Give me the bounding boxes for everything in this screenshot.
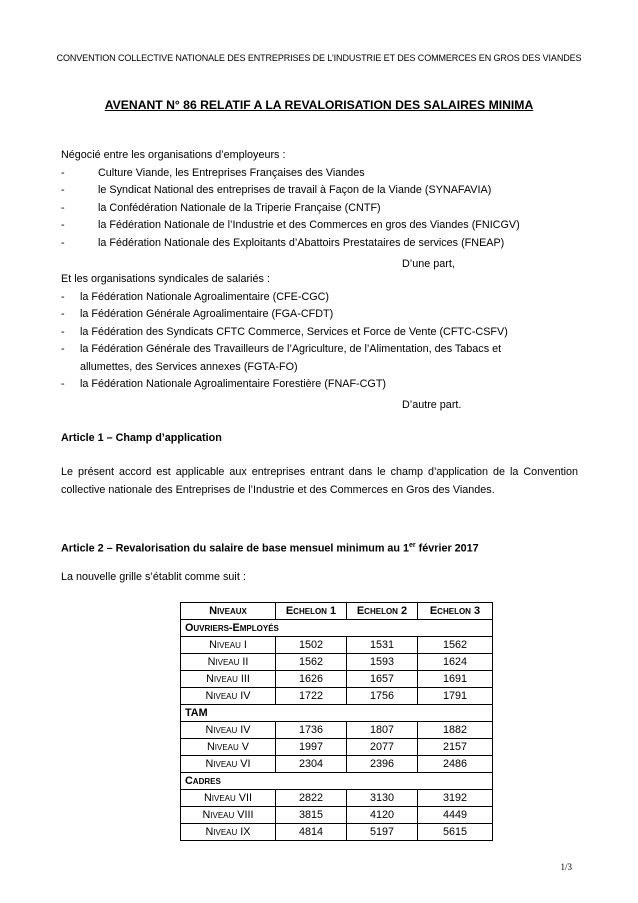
table-row [181,807,493,824]
table-header-row [181,603,493,620]
list-item: - la Fédération des Syndicats CFTC Commerce, Services et Force de Vente (CFTC-CSFV) [61,325,508,338]
page-header: CONVENTION COLLECTIVE NATIONALE DES ENTREPRISES DE L’INDUSTRIE ET DES COMMERCES EN GROS DES VIANDES [56,53,582,63]
salary-cell: 1624 [418,654,493,671]
section-label: Cadres [181,773,493,790]
table-row [181,824,493,841]
list-item: - le Syndicat National des entreprises de travail à Façon de la Viande (SYNAFAVIA) [61,184,492,196]
employers-closing: D’une part, [402,258,455,270]
salary-cell: 5615 [418,824,493,841]
salary-cell: 5197 [347,824,418,841]
salary-cell: 2157 [418,739,493,756]
table-row [181,739,493,756]
salary-cell: 2822 [276,790,347,807]
niveau-cell: Niveau I [181,637,276,654]
list-item: - Culture Viande, les Entreprises Françaises des Viandes [61,166,365,179]
niveau-cell: Niveau VIII [181,807,276,824]
header-echelon-1: Echelon 1 [276,603,347,620]
salary-cell: 1531 [347,637,418,654]
article1-body: Le présent accord est applicable aux entreprises entrant dans le champ d’application de la Convention collective nationale des Entreprises de l’Industrie et des Commerces en Gros des Viandes. [61,466,578,496]
salary-cell: 3815 [276,807,347,824]
salary-cell: 1502 [276,637,347,654]
list-item: - la Fédération Nationale de l’Industrie et des Commerces en gros des Viandes (FNICGV) [61,219,520,231]
niveau-cell: Niveau V [181,739,276,756]
list-item: - la Fédération Générale des Travailleurs de l’Agriculture, de l’Alimentation, des Tabacs et [61,343,502,355]
table-row [181,671,493,688]
document-title: AVENANT N° 86 RELATIF A LA REVALORISATION DES SALAIRES MINIMA [104,98,534,112]
salary-cell: 4449 [418,807,493,824]
article2-heading: Article 2 – Revalorisation du salaire de base mensuel minimum au 1er février 2017 [61,542,479,555]
salary-cell: 1807 [347,722,418,739]
salary-cell: 3130 [347,790,418,807]
table-row [181,790,493,807]
salary-cell: 1691 [418,671,493,688]
list-item: - la Fédération Nationale Agroalimentaire (CFE-CGC) [61,290,330,303]
article2-intro: La nouvelle grille s’établit comme suit : [61,571,246,583]
table-section-row [181,705,493,722]
section-label: Ouvriers-Employés [181,620,493,637]
salary-cell: 1736 [276,722,347,739]
table-row [181,688,493,705]
header-niveaux: Niveaux [181,603,276,620]
table-row [181,756,493,773]
niveau-cell: Niveau IV [181,722,276,739]
table-row [181,637,493,654]
salary-cell: 2486 [418,756,493,773]
header-echelon-2: Echelon 2 [347,603,418,620]
niveau-cell: Niveau II [181,654,276,671]
page-number: 1/3 [560,862,572,872]
table-row [181,654,493,671]
salary-cell: 1997 [276,739,347,756]
section-label: TAM [181,705,493,722]
salary-cell: 2304 [276,756,347,773]
salary-cell: 1722 [276,688,347,705]
niveau-cell: Niveau IV [181,688,276,705]
salary-cell: 1593 [347,654,418,671]
list-item-continuation: allumettes, des Services annexes (FGTA-FO) [80,360,298,373]
article1-heading: Article 1 – Champ d’application [61,432,222,444]
list-item: - la Fédération Nationale Agroalimentaire Forestière (FNAF-CGT) [61,378,387,390]
salary-cell: 1882 [418,722,493,739]
unions-section [61,271,578,394]
list-item: - la Fédération Nationale des Exploitants d’Abattoirs Prestataires de services (FNEAP) [61,236,505,249]
niveau-cell: Niveau III [181,671,276,688]
salary-cell: 2396 [347,756,418,773]
salary-cell: 1562 [418,637,493,654]
header-echelon-3: Echelon 3 [418,603,493,620]
list-item: - la Confédération Nationale de la Triperie Française (CNTF) [61,201,381,214]
salary-cell: 1626 [276,671,347,688]
table-section-row [181,773,493,790]
salary-cell: 1756 [347,688,418,705]
niveau-cell: Niveau IX [181,824,276,841]
niveau-cell: Niveau VII [181,790,276,807]
employers-section [61,147,578,252]
unions-closing: D’autre part. [402,399,462,411]
salary-cell: 1562 [276,654,347,671]
salary-cell: 1657 [347,671,418,688]
salary-cell: 3192 [418,790,493,807]
niveau-cell: Niveau VI [181,756,276,773]
unions-intro: Et les organisations syndicales de salariés : [61,273,270,285]
salary-table [180,602,493,841]
salary-cell: 1791 [418,688,493,705]
salary-cell: 4120 [347,807,418,824]
list-item: - la Fédération Générale Agroalimentaire (FGA-CFDT) [61,308,334,320]
table-section-row [181,620,493,637]
employers-intro: Négocié entre les organisations d’employeurs : [61,149,286,161]
salary-cell: 4814 [276,824,347,841]
salary-cell: 2077 [347,739,418,756]
table-row [181,722,493,739]
